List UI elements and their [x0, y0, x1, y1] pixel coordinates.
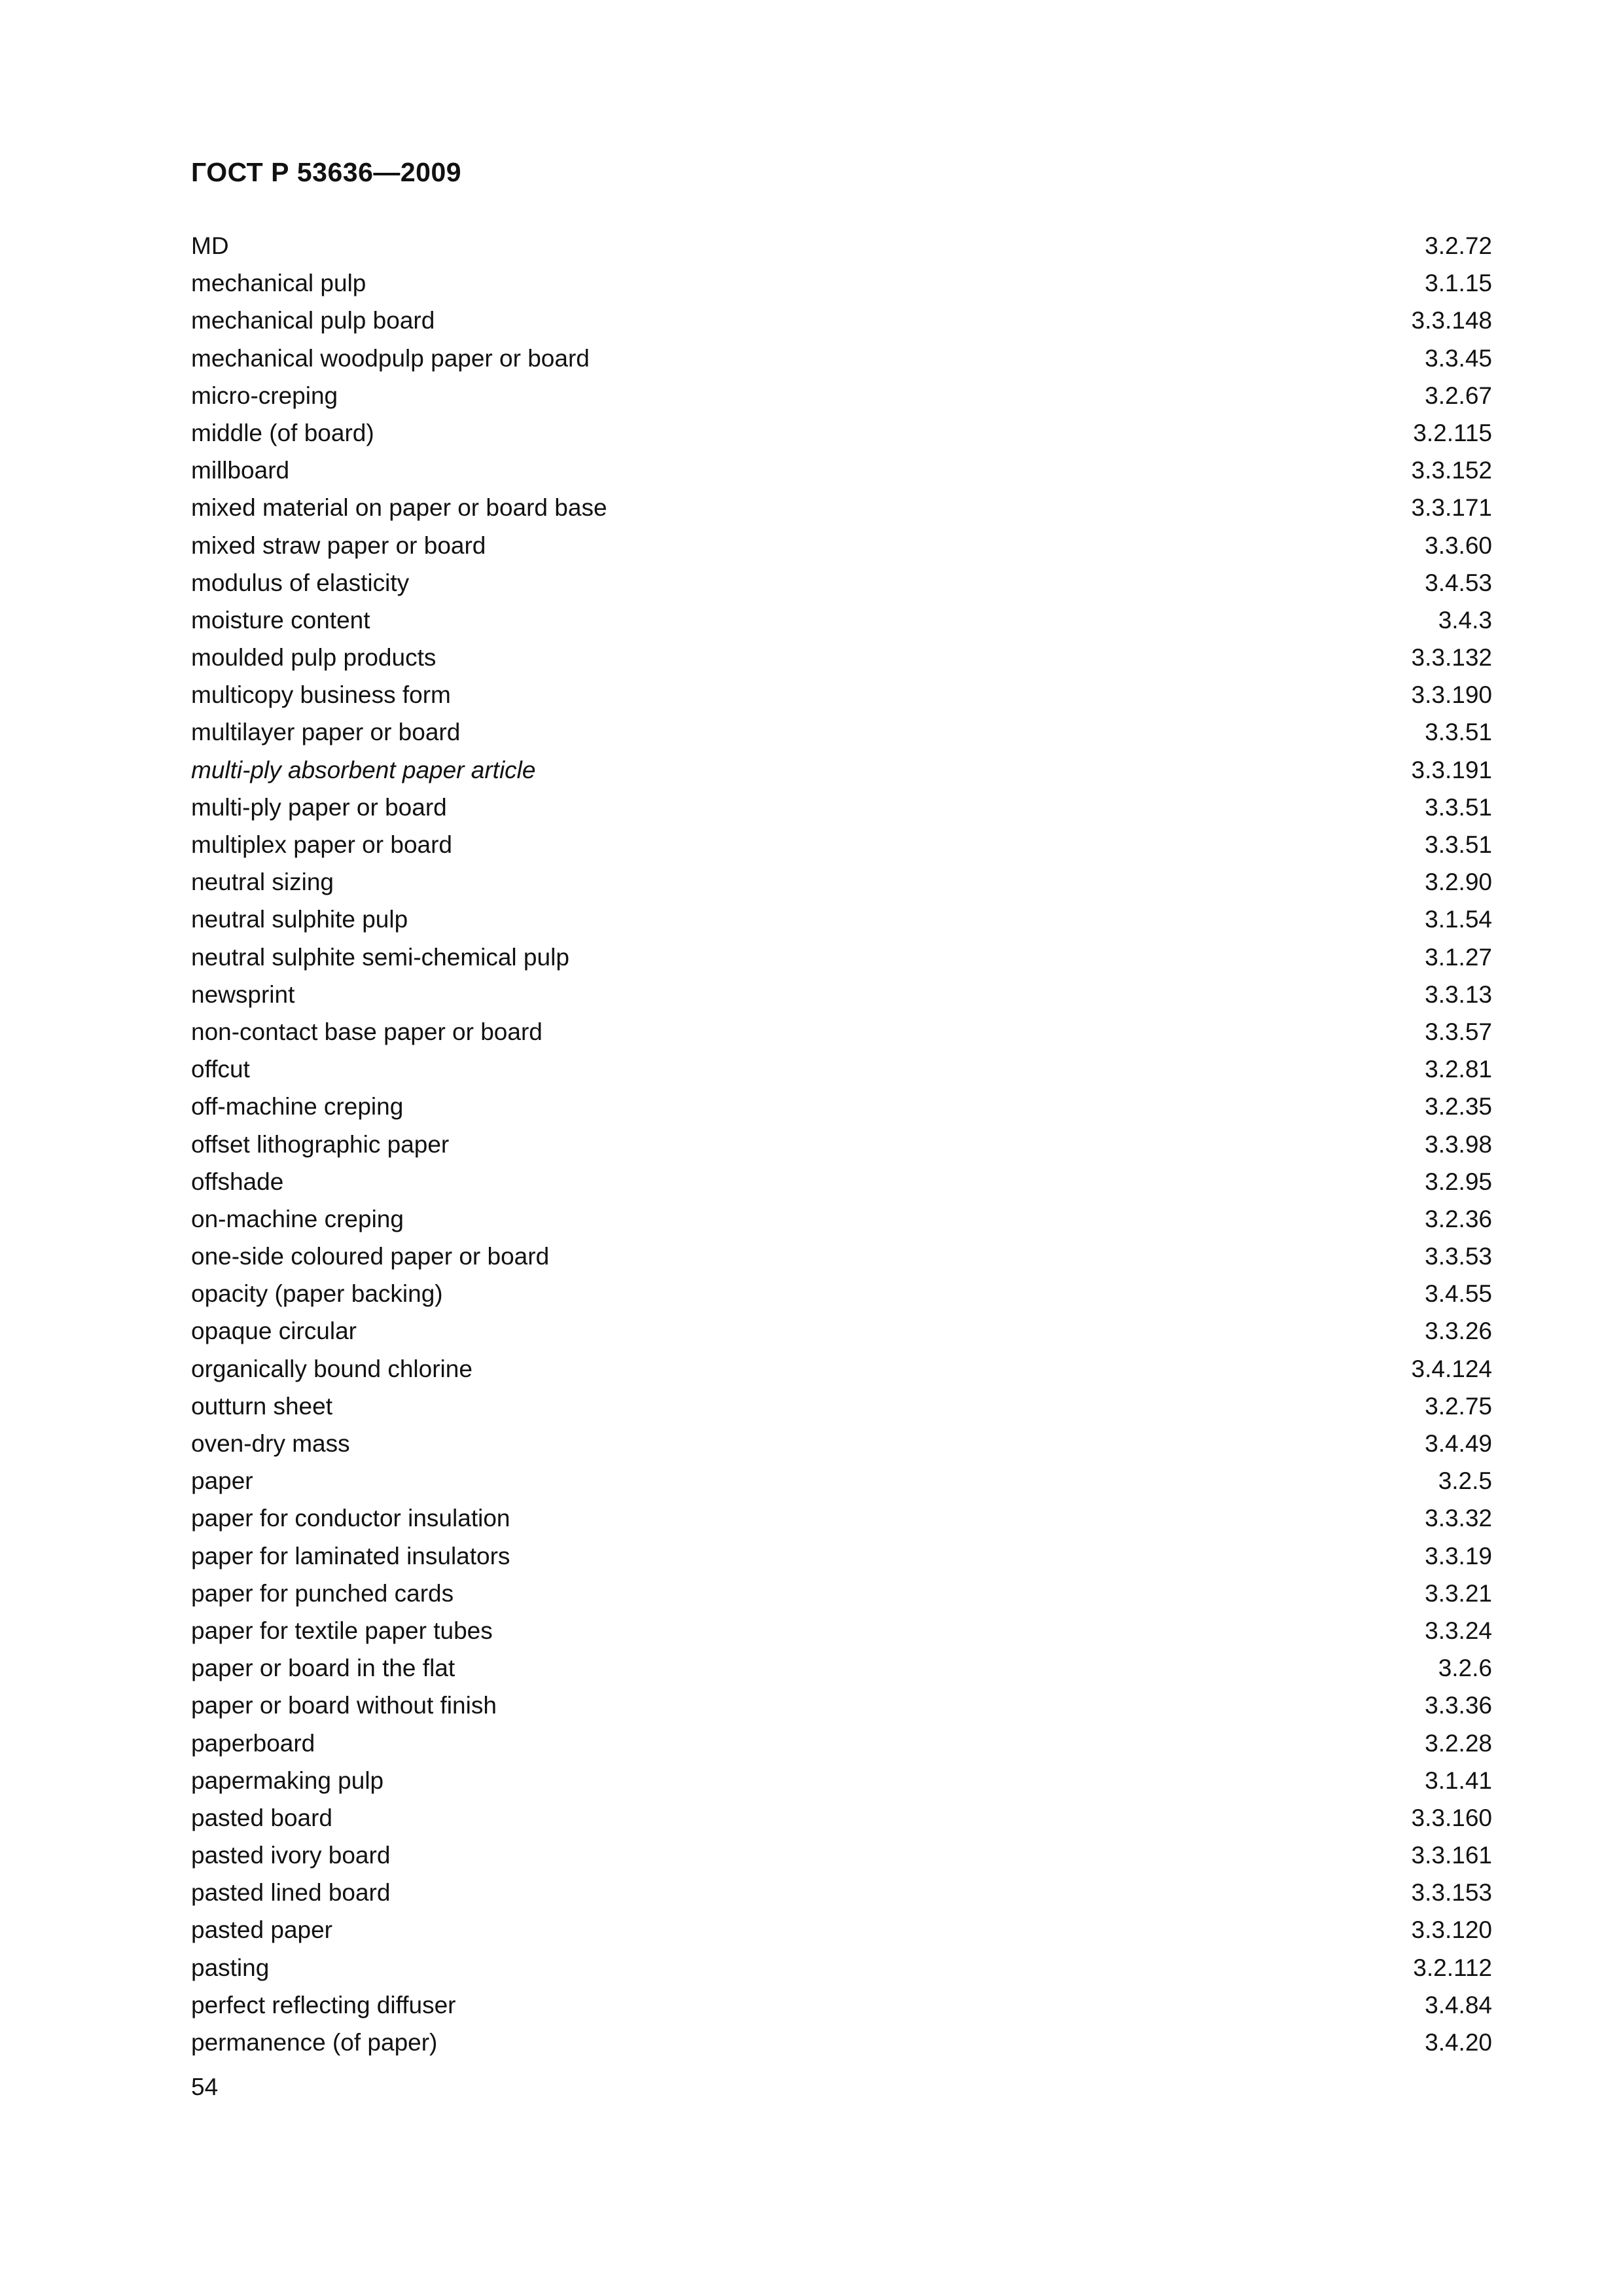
- index-reference: 3.4.124: [1411, 1355, 1492, 1382]
- index-term: millboard: [191, 457, 290, 484]
- index-entry: [191, 976, 1492, 1013]
- index-term: paper for conductor insulation: [191, 1505, 510, 1532]
- index-term: multi-ply paper or board: [191, 793, 447, 821]
- index-entry: [191, 1238, 1492, 1275]
- index-reference: 3.3.161: [1411, 1842, 1492, 1869]
- index-reference: 3.3.51: [1425, 793, 1492, 821]
- index-entry: [191, 564, 1492, 601]
- index-reference: 3.1.54: [1425, 906, 1492, 933]
- index-reference: 3.1.27: [1425, 943, 1492, 971]
- index-reference: 3.3.60: [1425, 531, 1492, 559]
- index-reference: 3.3.51: [1425, 831, 1492, 858]
- index-reference: 3.3.191: [1411, 756, 1492, 783]
- index-entry: [191, 1200, 1492, 1238]
- index-term: one-side coloured paper or board: [191, 1243, 550, 1270]
- index-entry: [191, 1612, 1492, 1649]
- index-term: newsprint: [191, 980, 295, 1008]
- index-reference: 3.3.160: [1411, 1804, 1492, 1831]
- index-term: multiplex paper or board: [191, 831, 452, 858]
- index-entry: [191, 1949, 1492, 1986]
- index-term: paper: [191, 1467, 253, 1495]
- index-reference: 3.1.41: [1425, 1767, 1492, 1794]
- index-reference: 3.3.132: [1411, 644, 1492, 672]
- index-reference: 3.2.6: [1438, 1655, 1492, 1682]
- index-term: neutral sizing: [191, 869, 334, 896]
- index-entry: [191, 639, 1492, 676]
- index-term: opaque circular: [191, 1318, 357, 1345]
- index-term: offset lithographic paper: [191, 1130, 450, 1158]
- index-term: paper or board in the flat: [191, 1655, 455, 1682]
- index-entry: [191, 1350, 1492, 1388]
- index-reference: 3.4.53: [1425, 569, 1492, 596]
- index-reference: 3.3.26: [1425, 1318, 1492, 1345]
- index-entry: [191, 1799, 1492, 1837]
- index-entry: [191, 452, 1492, 489]
- index-entry: [191, 789, 1492, 826]
- index-reference: 3.3.45: [1425, 344, 1492, 372]
- index-term: middle (of board): [191, 419, 374, 446]
- index-entry: [191, 264, 1492, 302]
- index-term: paper for textile paper tubes: [191, 1617, 493, 1644]
- index-term: neutral sulphite pulp: [191, 906, 408, 933]
- index-entry: [191, 227, 1492, 264]
- index-entry: [191, 1126, 1492, 1163]
- index-entry: [191, 377, 1492, 414]
- index-reference: 3.3.153: [1411, 1879, 1492, 1907]
- index-reference: 3.2.95: [1425, 1168, 1492, 1195]
- index-reference: 3.3.53: [1425, 1243, 1492, 1270]
- index-reference: 3.3.148: [1411, 307, 1492, 334]
- index-reference: 3.2.72: [1425, 232, 1492, 259]
- index-entry: [191, 676, 1492, 713]
- index-term: moisture content: [191, 606, 370, 634]
- index-term: mixed material on paper or board base: [191, 494, 607, 522]
- index-reference: 3.2.5: [1438, 1467, 1492, 1495]
- index-list: [191, 227, 1492, 2061]
- index-entry: [191, 1986, 1492, 2024]
- index-entry: [191, 713, 1492, 751]
- index-reference: 3.4.20: [1425, 2029, 1492, 2056]
- index-reference: 3.2.35: [1425, 1093, 1492, 1121]
- index-entry: [191, 1462, 1492, 1499]
- index-reference: 3.3.13: [1425, 980, 1492, 1008]
- index-term: perfect reflecting diffuser: [191, 1991, 456, 2018]
- index-entry: [191, 302, 1492, 339]
- index-reference: 3.2.112: [1413, 1954, 1492, 1981]
- index-reference: 3.3.152: [1411, 457, 1492, 484]
- index-entry: [191, 1837, 1492, 1874]
- index-term: pasting: [191, 1954, 270, 1981]
- index-term: paper for punched cards: [191, 1579, 454, 1607]
- index-term: organically bound chlorine: [191, 1355, 473, 1382]
- index-term: oven-dry mass: [191, 1430, 350, 1457]
- index-reference: 3.3.57: [1425, 1018, 1492, 1045]
- index-term: mechanical woodpulp paper or board: [191, 344, 590, 372]
- index-entry: [191, 1088, 1492, 1125]
- index-reference: 3.3.36: [1425, 1692, 1492, 1719]
- index-entry: [191, 1013, 1492, 1050]
- index-entry: [191, 2024, 1492, 2061]
- index-entry: [191, 1050, 1492, 1088]
- index-entry: [191, 1649, 1492, 1687]
- index-entry: [191, 826, 1492, 863]
- index-reference: 3.4.3: [1438, 606, 1492, 634]
- index-term: papermaking pulp: [191, 1767, 384, 1794]
- index-entry: [191, 1762, 1492, 1799]
- index-reference: 3.3.24: [1425, 1617, 1492, 1644]
- page-title: ГОСТ Р 53636—2009: [191, 157, 462, 187]
- index-reference: 3.4.84: [1425, 1991, 1492, 2018]
- index-entry: [191, 489, 1492, 526]
- index-reference: 3.2.75: [1425, 1392, 1492, 1420]
- index-reference: 3.2.67: [1425, 382, 1492, 409]
- index-term: outturn sheet: [191, 1392, 332, 1420]
- index-entry: [191, 1163, 1492, 1200]
- index-term: paper or board without finish: [191, 1692, 497, 1719]
- index-term: pasted ivory board: [191, 1842, 391, 1869]
- index-term: permanence (of paper): [191, 2029, 438, 2056]
- index-entry: [191, 1911, 1492, 1948]
- index-term: mechanical pulp board: [191, 307, 435, 334]
- index-term: multi-ply absorbent paper article: [191, 756, 536, 783]
- index-term: mixed straw paper or board: [191, 531, 486, 559]
- index-reference: 3.3.19: [1425, 1542, 1492, 1570]
- index-term: non-contact base paper or board: [191, 1018, 543, 1045]
- index-reference: 3.3.32: [1425, 1505, 1492, 1532]
- index-entry: [191, 1687, 1492, 1724]
- index-entry: [191, 863, 1492, 901]
- index-term: multicopy business form: [191, 681, 451, 709]
- index-term: moulded pulp products: [191, 644, 437, 672]
- index-entry: [191, 939, 1492, 976]
- index-term: offshade: [191, 1168, 284, 1195]
- index-reference: 3.3.98: [1425, 1130, 1492, 1158]
- index-reference: 3.4.49: [1425, 1430, 1492, 1457]
- index-term: paperboard: [191, 1729, 315, 1757]
- index-term: opacity (paper backing): [191, 1280, 443, 1308]
- index-term: offcut: [191, 1056, 250, 1083]
- index-entry: [191, 527, 1492, 564]
- index-reference: 3.2.36: [1425, 1205, 1492, 1232]
- index-reference: 3.1.15: [1425, 270, 1492, 297]
- index-term: MD: [191, 232, 229, 259]
- index-term: off-machine creping: [191, 1093, 404, 1121]
- index-term: paper for laminated insulators: [191, 1542, 510, 1570]
- index-reference: 3.3.171: [1411, 494, 1492, 522]
- index-reference: 3.2.90: [1425, 869, 1492, 896]
- index-term: modulus of elasticity: [191, 569, 410, 596]
- index-entry: [191, 340, 1492, 377]
- index-entry: [191, 1575, 1492, 1612]
- index-entry: [191, 1388, 1492, 1425]
- index-reference: 3.2.28: [1425, 1729, 1492, 1757]
- index-entry: [191, 601, 1492, 639]
- page-number: 54: [191, 2073, 219, 2100]
- index-entry: [191, 1499, 1492, 1537]
- index-reference: 3.3.120: [1411, 1916, 1492, 1944]
- index-reference: 3.3.190: [1411, 681, 1492, 709]
- index-reference: 3.3.51: [1425, 719, 1492, 746]
- index-term: pasted paper: [191, 1916, 333, 1944]
- index-entry: [191, 901, 1492, 938]
- index-term: on-machine creping: [191, 1205, 404, 1232]
- index-entry: [191, 1725, 1492, 1762]
- index-entry: [191, 1312, 1492, 1350]
- index-entry: [191, 751, 1492, 789]
- index-term: pasted board: [191, 1804, 333, 1831]
- index-term: pasted lined board: [191, 1879, 391, 1907]
- index-reference: 3.3.21: [1425, 1579, 1492, 1607]
- index-entry: [191, 1874, 1492, 1911]
- index-term: neutral sulphite semi-chemical pulp: [191, 943, 569, 971]
- index-reference: 3.2.81: [1425, 1056, 1492, 1083]
- index-entry: [191, 1537, 1492, 1575]
- index-reference: 3.2.115: [1413, 419, 1492, 446]
- index-term: multilayer paper or board: [191, 719, 461, 746]
- index-reference: 3.4.55: [1425, 1280, 1492, 1308]
- index-term: micro-creping: [191, 382, 338, 409]
- index-term: mechanical pulp: [191, 270, 366, 297]
- index-entry: [191, 1425, 1492, 1462]
- index-entry: [191, 414, 1492, 452]
- index-entry: [191, 1275, 1492, 1312]
